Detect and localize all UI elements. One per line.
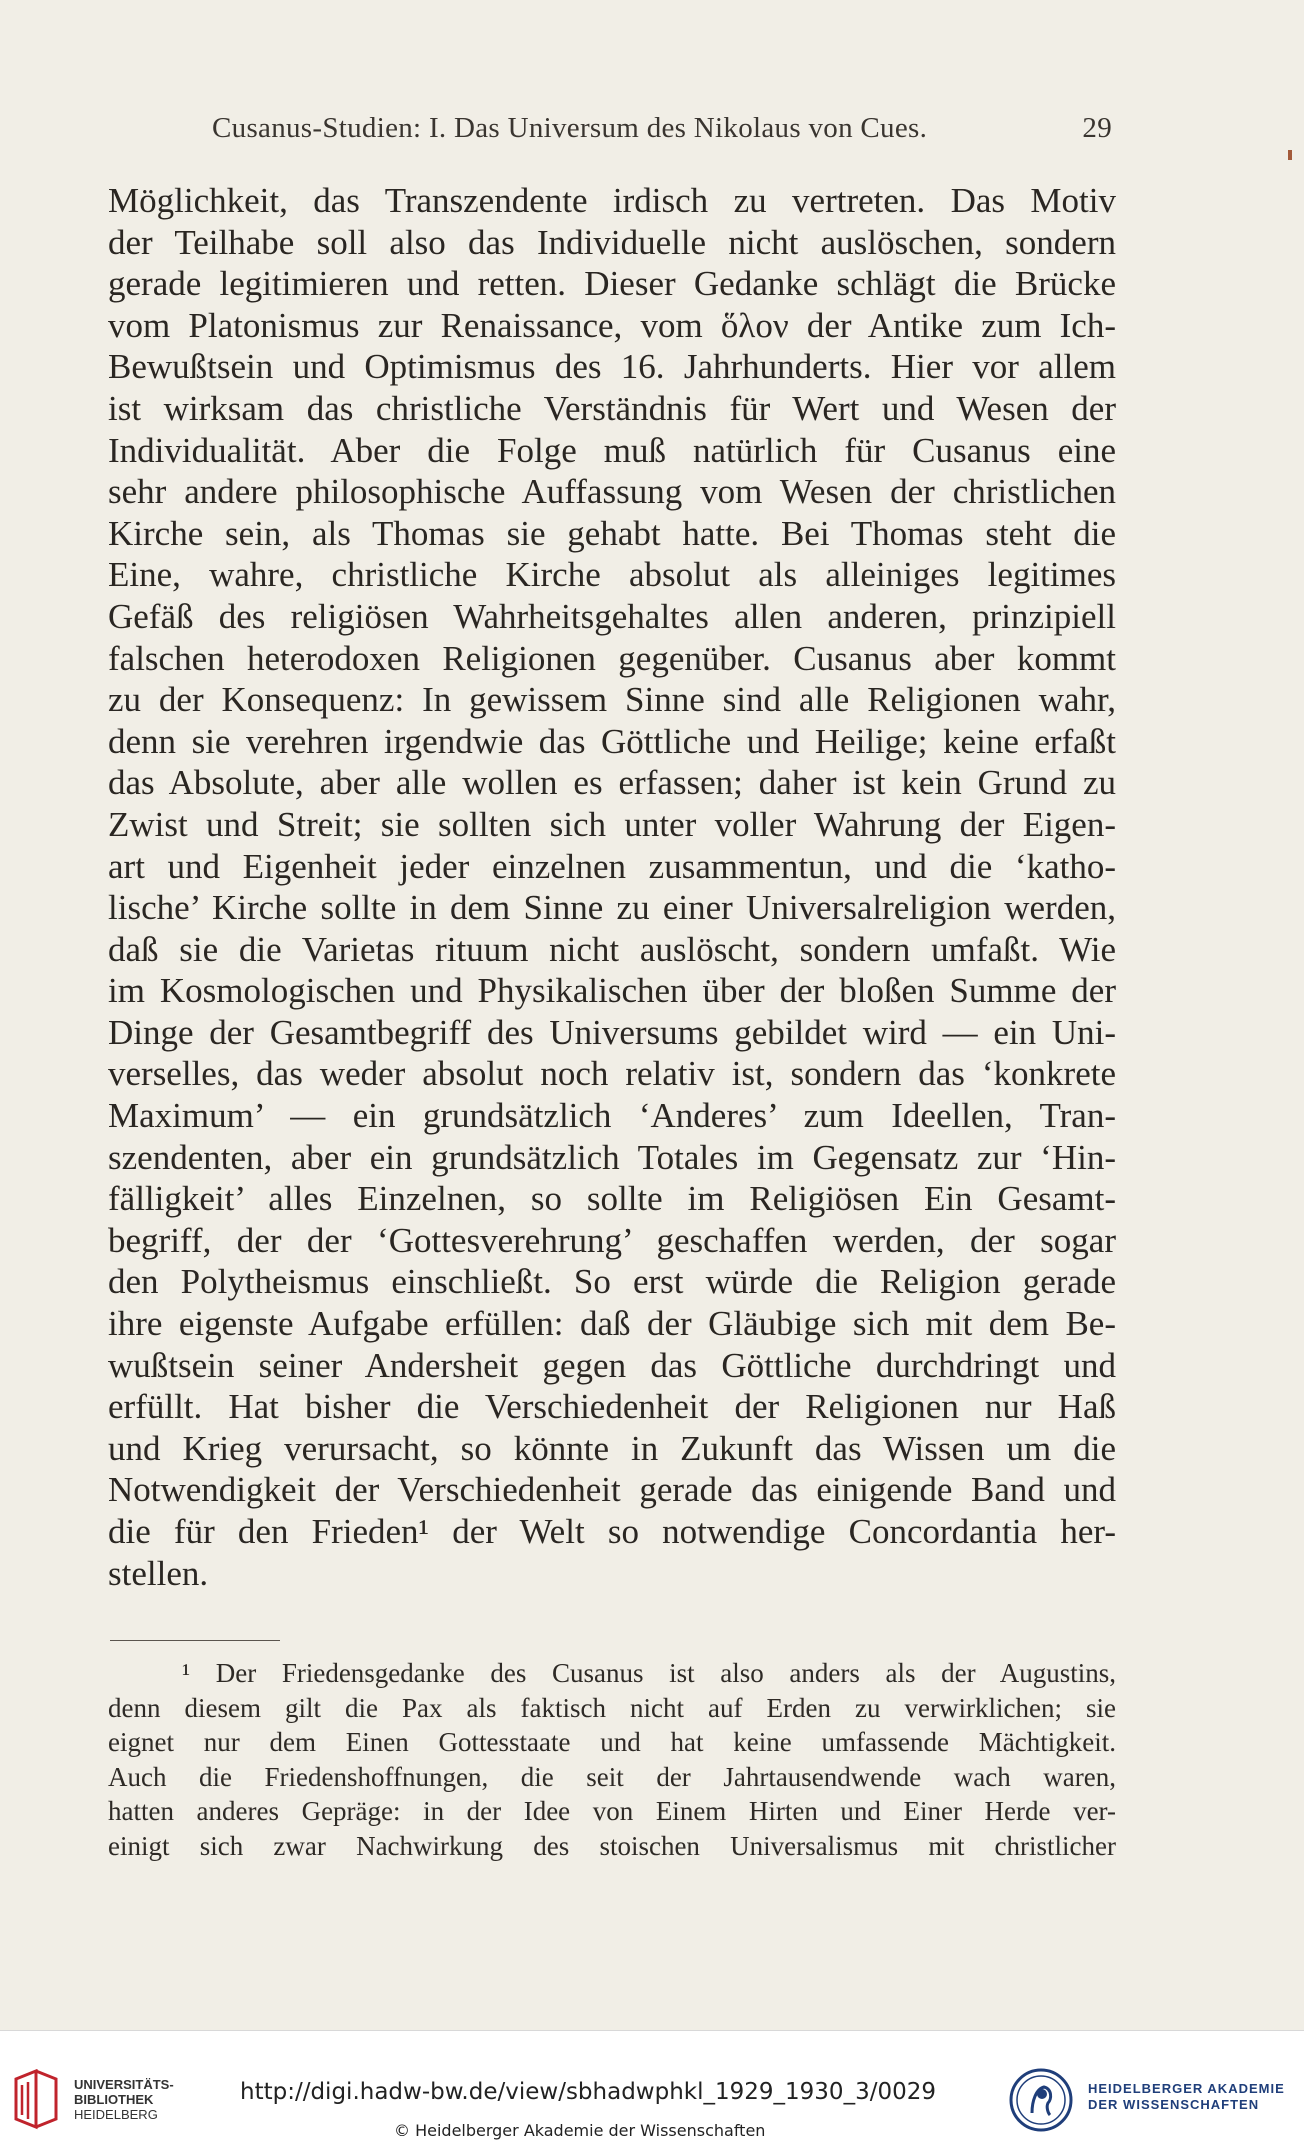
running-head-title: Cusanus-Studien: I. Das Universum des Nikolaus von Cues. xyxy=(212,112,928,144)
footer-bar xyxy=(0,2030,1304,2154)
body-line: begriff, der der ‘Gottesverehrung’ geschaffen werden, der sogar xyxy=(108,1220,1116,1260)
academy-name: HEIDELBERGER AKADEMIE DER WISSENSCHAFTEN xyxy=(1088,2081,1285,2112)
body-line: denn sie verehren irgendwie das Göttliche und Heilige; keine erfaßt xyxy=(108,721,1116,761)
footnote-line: denn diesem gilt die Pax als faktisch nicht auf Erden zu verwirklichen; sie xyxy=(108,1692,1116,1723)
body-line: szendenten, aber ein grundsätzlich Totales im Gegensatz zur ‘Hin- xyxy=(108,1137,1116,1177)
body-line: Maximum’ — ein grundsätzlich ‘Anderes’ zum Ideellen, Tran- xyxy=(108,1096,1116,1136)
footnote-line: eignet nur dem Einen Gottesstaate und hat keine umfassende Mächtigkeit. xyxy=(108,1727,1116,1757)
body-line: den Polytheismus einschließt. So erst würde die Religion gerade xyxy=(108,1262,1116,1302)
body-line: ist wirksam das christliche Verständnis für Wert und Wesen der xyxy=(108,388,1116,428)
body-line: der Teilhabe soll also das Individuelle nicht auslöschen, sondern xyxy=(108,222,1116,262)
permalink-url[interactable]: http://digi.hadw-bw.de/view/sbhadwphkl_1929_1930_3/0029 xyxy=(240,2079,936,2105)
footnote-line: ¹ Der Friedensgedanke des Cusanus ist also anders als der Augustins, xyxy=(182,1658,1116,1688)
body-line: wußtsein seiner Andersheit gegen das Göttliche durchdringt und xyxy=(108,1345,1116,1385)
body-line: stellen. xyxy=(108,1553,209,1593)
university-library-logo-icon xyxy=(12,2069,62,2131)
body-line: Bewußtsein und Optimismus des 16. Jahrhunderts. Hier vor allem xyxy=(108,347,1116,387)
body-line: lische’ Kirche sollte in dem Sinne zu einer Universalreligion werden, xyxy=(108,888,1116,928)
body-line: ihre eigenste Aufgabe erfüllen: daß der Gläubige sich mit dem Be- xyxy=(108,1304,1116,1344)
body-line: fälligkeit’ alles Einzelnen, so sollte im Religiösen Ein Gesamt- xyxy=(108,1179,1116,1219)
body-line: Möglichkeit, das Transzendente irdisch zu vertreten. Das Motiv xyxy=(108,181,1116,220)
footnote-line: hatten anderes Gepräge: in der Idee von Einem Hirten und Einer Herde ver- xyxy=(108,1796,1116,1826)
footnotes xyxy=(108,1656,1116,1863)
academy-seal-icon xyxy=(1008,2067,1074,2133)
body-line: Eine, wahre, christliche Kirche absolut als alleiniges legitimes xyxy=(108,555,1116,595)
body-line: das Absolute, aber alle wollen es erfassen; daher ist kein Grund zu xyxy=(108,763,1116,803)
body-line: zu der Konsequenz: In gewissem Sinne sind alle Religionen wahr, xyxy=(108,680,1116,720)
copyright-notice: © Heidelberger Akademie der Wissenschaften xyxy=(394,2121,766,2140)
body-line: Gefäß des religiösen Wahrheitsgehaltes allen anderen, prinzipiell xyxy=(108,596,1116,636)
body-text xyxy=(108,180,1116,1594)
footnote-line: Auch die Friedenshoffnungen, die seit der Jahrtausendwende wach waren, xyxy=(108,1761,1116,1792)
body-line: falschen heterodoxen Religionen gegenüber. Cusanus aber kommt xyxy=(108,638,1116,678)
body-line: vom Platonismus zur Renaissance, vom ὅλον der Antike zum Ich- xyxy=(108,305,1116,345)
body-line: Dinge der Gesamtbegriff des Universums gebildet wird — ein Uni- xyxy=(108,1012,1116,1052)
body-line: die für den Frieden¹ der Welt so notwendige Concordantia her- xyxy=(108,1512,1116,1551)
footnote-line: einigt sich zwar Nachwirkung des stoischen Universalismus mit christlicher xyxy=(108,1830,1116,1861)
university-library-name: UNIVERSITÄTS- BIBLIOTHEK HEIDELBERG xyxy=(74,2077,174,2122)
body-line: Individualität. Aber die Folge muß natürlich für Cusanus eine xyxy=(108,430,1116,470)
running-head xyxy=(212,112,1112,145)
body-line: Zwist und Streit; sie sollten sich unter voller Wahrung der Eigen- xyxy=(108,804,1116,844)
page-number: 29 xyxy=(1082,112,1112,144)
body-line: verselles, das weder absolut noch relativ ist, sondern das ‘konkrete xyxy=(108,1054,1116,1094)
body-line: und Krieg verursacht, so könnte in Zukunft das Wissen um die xyxy=(108,1428,1116,1468)
body-line: art und Eigenheit jeder einzelnen zusammentun, und die ‘katho- xyxy=(108,846,1116,886)
body-line: gerade legitimieren und retten. Dieser Gedanke schlägt die Brücke xyxy=(108,264,1116,304)
body-line: sehr andere philosophische Auffassung vom Wesen der christlichen xyxy=(108,472,1116,512)
page-edge-mark xyxy=(1288,150,1292,160)
body-line: im Kosmologischen und Physikalischen über der bloßen Summe der xyxy=(108,971,1116,1011)
body-line: erfüllt. Hat bisher die Verschiedenheit der Religionen nur Haß xyxy=(108,1387,1116,1427)
footnote-divider xyxy=(110,1640,280,1641)
body-line: Kirche sein, als Thomas sie gehabt hatte. Bei Thomas steht die xyxy=(108,513,1116,553)
body-line: daß sie die Varietas rituum nicht auslöscht, sondern umfaßt. Wie xyxy=(108,929,1116,969)
body-line: Notwendigkeit der Verschiedenheit gerade das einigende Band und xyxy=(108,1470,1116,1510)
